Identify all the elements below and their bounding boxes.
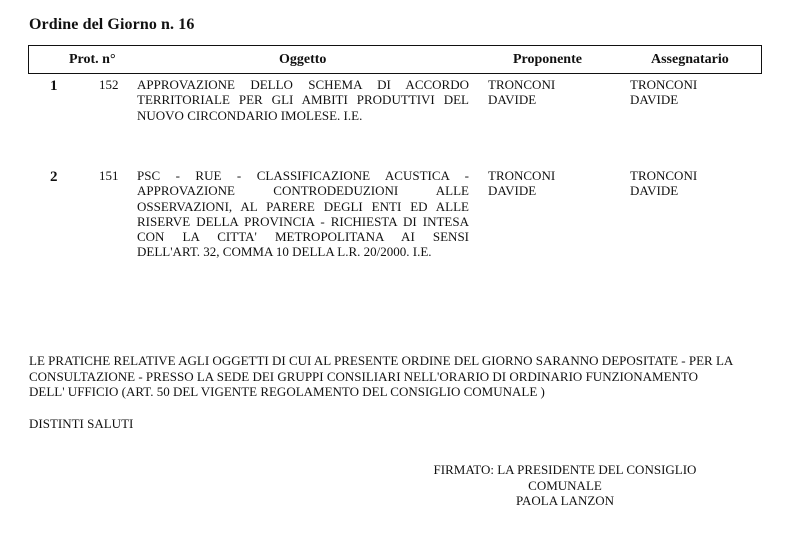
row-oggetto bbox=[137, 77, 469, 123]
oggetto-line: CON LA CITTA' METROPOLITANA AI SENSI bbox=[137, 229, 469, 245]
row-assegnatario bbox=[630, 168, 697, 199]
oggetto-line: PSC - RUE - CLASSIFICAZIONE ACUSTICA - bbox=[137, 168, 469, 183]
closing-line: LE PRATICHE RELATIVE AGLI OGGETTI DI CUI AL PRESENTE ORDINE DEL GIORNO SARANNO DEPOSITATE - PER LA bbox=[29, 353, 734, 368]
signature-line: FIRMATO: LA PRESIDENTE DEL CONSIGLIO bbox=[433, 462, 697, 477]
header-proponente: Proponente bbox=[513, 52, 582, 67]
greeting: DISTINTI SALUTI bbox=[29, 416, 134, 431]
assegnatario-line: TRONCONI bbox=[630, 77, 698, 92]
oggetto-line: APPROVAZIONE CONTRODEDUZIONI ALLE bbox=[137, 183, 469, 199]
row-number: 2 bbox=[50, 169, 58, 185]
row-prot: 151 bbox=[99, 168, 119, 183]
closing-paragraph bbox=[29, 353, 769, 400]
proponente-line: DAVIDE bbox=[488, 92, 537, 108]
closing-line: DELL' UFFICIO (ART. 50 DEL VIGENTE REGOLAMENTO DEL CONSIGLIO COMUNALE ) bbox=[29, 384, 545, 399]
proponente-line: TRONCONI bbox=[488, 77, 556, 92]
oggetto-line: RISERVE DELLA PROVINCIA - RICHIESTA DI INTESA bbox=[137, 213, 469, 229]
proponente-line: DAVIDE bbox=[488, 183, 537, 199]
header-oggetto: Oggetto bbox=[279, 52, 327, 67]
row-oggetto bbox=[137, 168, 469, 260]
proponente-line: TRONCONI bbox=[488, 168, 556, 183]
signature-line: COMUNALE bbox=[528, 477, 602, 493]
row-proponente bbox=[488, 168, 555, 199]
assegnatario-line: TRONCONI bbox=[630, 168, 698, 183]
assegnatario-line: DAVIDE bbox=[630, 92, 679, 108]
header-assegnatario: Assegnatario bbox=[651, 52, 729, 67]
row-number: 1 bbox=[50, 78, 58, 94]
oggetto-line: DELL'ART. 32, COMMA 10 DELLA L.R. 20/2000. I.E. bbox=[137, 244, 432, 260]
oggetto-line: APPROVAZIONE DELLO SCHEMA DI ACCORDO bbox=[137, 77, 469, 92]
header-prot: Prot. n° bbox=[69, 52, 116, 67]
page-title: Ordine del Giorno n. 16 bbox=[29, 16, 195, 33]
signature-block bbox=[420, 462, 710, 509]
closing-line: CONSULTAZIONE - PRESSO LA SEDE DEI GRUPPI CONSILIARI NELL'ORARIO DI ORDINARIO FUNZIONAMENTO bbox=[29, 368, 698, 384]
assegnatario-line: DAVIDE bbox=[630, 183, 679, 199]
row-proponente bbox=[488, 77, 555, 108]
signature-name: PAOLA LANZON bbox=[515, 493, 615, 508]
row-assegnatario bbox=[630, 77, 697, 108]
table-header bbox=[28, 45, 762, 74]
oggetto-line: NUOVO CIRCONDARIO IMOLESE. I.E. bbox=[137, 107, 363, 123]
oggetto-line: TERRITORIALE PER GLI AMBITI PRODUTTIVI DEL bbox=[137, 92, 469, 108]
oggetto-line: OSSERVAZIONI, AL PARERE DEGLI ENTI ED ALLE bbox=[137, 198, 469, 214]
row-prot: 152 bbox=[99, 77, 119, 92]
